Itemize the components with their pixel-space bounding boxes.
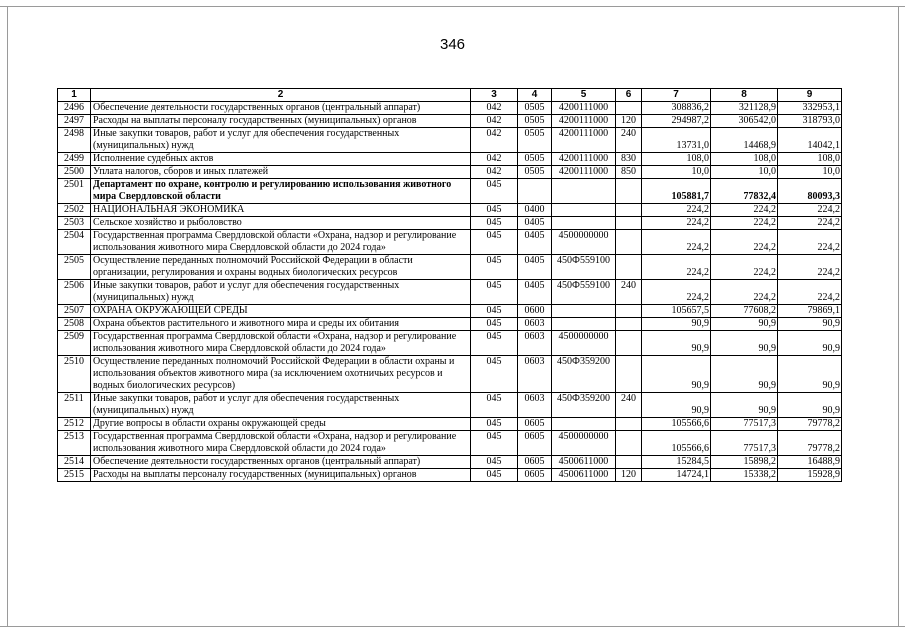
table-row <box>58 418 842 431</box>
table-row <box>58 456 842 469</box>
amount-col9: 10,0 <box>778 166 842 179</box>
code-expense-type <box>616 356 642 393</box>
code-article <box>552 204 616 217</box>
code-section: 0603 <box>518 393 552 418</box>
code-section: 0405 <box>518 280 552 305</box>
code-expense-type <box>616 331 642 356</box>
code-expense-type <box>616 431 642 456</box>
amount-col7: 14724,1 <box>642 469 711 482</box>
code-admin: 042 <box>471 166 518 179</box>
amount-col8: 10,0 <box>711 166 778 179</box>
code-admin: 045 <box>471 204 518 217</box>
amount-col8: 108,0 <box>711 153 778 166</box>
row-number: 2504 <box>58 230 91 255</box>
row-name: Другие вопросы в области охраны окружающей среды <box>91 418 471 431</box>
row-number: 2512 <box>58 418 91 431</box>
table-row <box>58 166 842 179</box>
code-article: 4200111000 <box>552 102 616 115</box>
row-name: Государственная программа Свердловской области «Охрана, надзор и регулирование использования животного мира Свердловской области до 2024 года» <box>91 230 471 255</box>
row-name: Обеспечение деятельности государственных органов (центральный аппарат) <box>91 456 471 469</box>
row-name: Государственная программа Свердловской области «Охрана, надзор и регулирование использования животного мира Свердловской области до 2024 года» <box>91 431 471 456</box>
table-row <box>58 305 842 318</box>
row-number: 2505 <box>58 255 91 280</box>
code-admin: 045 <box>471 431 518 456</box>
code-article: 450Ф559100 <box>552 280 616 305</box>
amount-col7: 224,2 <box>642 280 711 305</box>
table-row <box>58 431 842 456</box>
code-article: 4500611000 <box>552 456 616 469</box>
code-section: 0505 <box>518 102 552 115</box>
amount-col8: 15338,2 <box>711 469 778 482</box>
scan-edge-right <box>898 6 899 627</box>
scan-edge-top <box>0 6 905 7</box>
code-expense-type: 240 <box>616 128 642 153</box>
code-expense-type: 240 <box>616 393 642 418</box>
code-expense-type <box>616 217 642 230</box>
amount-col7: 108,0 <box>642 153 711 166</box>
table-row <box>58 356 842 393</box>
row-name: Иные закупки товаров, работ и услуг для обеспечения государственных (муниципальных) нужд <box>91 393 471 418</box>
header-cell: 8 <box>711 89 778 102</box>
amount-col8: 14468,9 <box>711 128 778 153</box>
header-cell: 9 <box>778 89 842 102</box>
amount-col7: 105881,7 <box>642 179 711 204</box>
row-number: 2508 <box>58 318 91 331</box>
code-section <box>518 179 552 204</box>
amount-col7: 15284,5 <box>642 456 711 469</box>
code-expense-type <box>616 255 642 280</box>
amount-col9: 224,2 <box>778 255 842 280</box>
amount-col8: 90,9 <box>711 393 778 418</box>
code-admin: 045 <box>471 179 518 204</box>
amount-col8: 90,9 <box>711 318 778 331</box>
code-admin: 045 <box>471 331 518 356</box>
code-expense-type <box>616 305 642 318</box>
amount-col9: 79778,2 <box>778 431 842 456</box>
header-cell: 7 <box>642 89 711 102</box>
code-section: 0603 <box>518 356 552 393</box>
row-number: 2496 <box>58 102 91 115</box>
table-body <box>58 102 842 482</box>
code-admin: 042 <box>471 102 518 115</box>
code-article <box>552 179 616 204</box>
code-section: 0505 <box>518 153 552 166</box>
table-row <box>58 128 842 153</box>
code-expense-type <box>616 204 642 217</box>
table-row <box>58 204 842 217</box>
row-name: Государственная программа Свердловской области «Охрана, надзор и регулирование использования животного мира Свердловской области до 2024 года» <box>91 331 471 356</box>
code-section: 0505 <box>518 115 552 128</box>
page-number: 346 <box>439 36 466 53</box>
amount-col8: 90,9 <box>711 331 778 356</box>
row-name: Расходы на выплаты персоналу государственных (муниципальных) органов <box>91 115 471 128</box>
row-name: Охрана объектов растительного и животного мира и среды их обитания <box>91 318 471 331</box>
code-section: 0405 <box>518 255 552 280</box>
code-section: 0605 <box>518 418 552 431</box>
header-cell: 2 <box>91 89 471 102</box>
row-name: Иные закупки товаров, работ и услуг для обеспечения государственных (муниципальных) нужд <box>91 128 471 153</box>
amount-col9: 90,9 <box>778 318 842 331</box>
code-section: 0600 <box>518 305 552 318</box>
table-row <box>58 255 842 280</box>
amount-col8: 15898,2 <box>711 456 778 469</box>
amount-col8: 224,2 <box>711 255 778 280</box>
row-name: ОХРАНА ОКРУЖАЮЩЕЙ СРЕДЫ <box>91 305 471 318</box>
code-admin: 042 <box>471 115 518 128</box>
code-expense-type: 830 <box>616 153 642 166</box>
amount-col7: 105657,5 <box>642 305 711 318</box>
code-section: 0605 <box>518 431 552 456</box>
table-row <box>58 230 842 255</box>
amount-col7: 90,9 <box>642 356 711 393</box>
row-name: НАЦИОНАЛЬНАЯ ЭКОНОМИКА <box>91 204 471 217</box>
row-number: 2514 <box>58 456 91 469</box>
amount-col8: 224,2 <box>711 230 778 255</box>
code-expense-type: 240 <box>616 280 642 305</box>
table-row <box>58 217 842 230</box>
table-row <box>58 280 842 305</box>
amount-col8: 77517,3 <box>711 431 778 456</box>
row-number: 2501 <box>58 179 91 204</box>
code-article <box>552 305 616 318</box>
code-article: 4200111000 <box>552 153 616 166</box>
code-expense-type: 120 <box>616 469 642 482</box>
row-name: Иные закупки товаров, работ и услуг для обеспечения государственных (муниципальных) нужд <box>91 280 471 305</box>
amount-col8: 224,2 <box>711 280 778 305</box>
amount-col7: 294987,2 <box>642 115 711 128</box>
code-article: 4500000000 <box>552 431 616 456</box>
amount-col7: 90,9 <box>642 393 711 418</box>
row-number: 2507 <box>58 305 91 318</box>
row-number: 2506 <box>58 280 91 305</box>
code-admin: 045 <box>471 230 518 255</box>
amount-col8: 306542,0 <box>711 115 778 128</box>
code-expense-type <box>616 179 642 204</box>
header-cell: 1 <box>58 89 91 102</box>
code-article <box>552 418 616 431</box>
code-admin: 045 <box>471 456 518 469</box>
amount-col9: 79778,2 <box>778 418 842 431</box>
code-article: 4500000000 <box>552 230 616 255</box>
code-article <box>552 217 616 230</box>
amount-col8: 90,9 <box>711 356 778 393</box>
amount-col9: 332953,1 <box>778 102 842 115</box>
row-name: Осуществление переданных полномочий Российской Федерации в области охраны и использования объектов животного мира (за исключением охотничьих ресурсов и водных биологических ресурсов) <box>91 356 471 393</box>
code-section: 0405 <box>518 217 552 230</box>
amount-col7: 224,2 <box>642 255 711 280</box>
code-admin: 045 <box>471 217 518 230</box>
header-cell: 3 <box>471 89 518 102</box>
code-admin: 045 <box>471 318 518 331</box>
table-row <box>58 393 842 418</box>
code-admin: 045 <box>471 305 518 318</box>
amount-col8: 77517,3 <box>711 418 778 431</box>
amount-col7: 224,2 <box>642 230 711 255</box>
amount-col9: 224,2 <box>778 204 842 217</box>
code-admin: 045 <box>471 255 518 280</box>
code-article: 450Ф359200 <box>552 393 616 418</box>
code-admin: 045 <box>471 418 518 431</box>
code-article: 4200111000 <box>552 166 616 179</box>
row-name: Осуществление переданных полномочий Российской Федерации в области организации, регулирования и охраны водных биологических ресурсов <box>91 255 471 280</box>
header-cell: 5 <box>552 89 616 102</box>
code-section: 0505 <box>518 166 552 179</box>
amount-col9: 318793,0 <box>778 115 842 128</box>
code-expense-type <box>616 456 642 469</box>
amount-col8: 77608,2 <box>711 305 778 318</box>
code-expense-type: 120 <box>616 115 642 128</box>
amount-col8: 321128,9 <box>711 102 778 115</box>
code-article: 4200111000 <box>552 115 616 128</box>
amount-col9: 224,2 <box>778 230 842 255</box>
amount-col7: 90,9 <box>642 318 711 331</box>
code-article: 4500611000 <box>552 469 616 482</box>
code-section: 0505 <box>518 128 552 153</box>
row-number: 2497 <box>58 115 91 128</box>
code-section: 0605 <box>518 469 552 482</box>
row-number: 2503 <box>58 217 91 230</box>
code-section: 0603 <box>518 331 552 356</box>
amount-col9: 79869,1 <box>778 305 842 318</box>
code-admin: 045 <box>471 469 518 482</box>
amount-col8: 77832,4 <box>711 179 778 204</box>
amount-col7: 105566,6 <box>642 418 711 431</box>
code-section: 0603 <box>518 318 552 331</box>
code-section: 0400 <box>518 204 552 217</box>
row-number: 2511 <box>58 393 91 418</box>
row-number: 2499 <box>58 153 91 166</box>
scan-edge-left <box>7 6 8 627</box>
row-number: 2498 <box>58 128 91 153</box>
amount-col9: 90,9 <box>778 393 842 418</box>
amount-col9: 80093,3 <box>778 179 842 204</box>
row-number: 2510 <box>58 356 91 393</box>
amount-col9: 224,2 <box>778 217 842 230</box>
row-name: Уплата налогов, сборов и иных платежей <box>91 166 471 179</box>
table-row <box>58 469 842 482</box>
header-cell: 6 <box>616 89 642 102</box>
amount-col9: 108,0 <box>778 153 842 166</box>
header-cell: 4 <box>518 89 552 102</box>
code-expense-type <box>616 102 642 115</box>
row-name: Департамент по охране, контролю и регулированию использования животного мира Свердловской области <box>91 179 471 204</box>
amount-col7: 105566,6 <box>642 431 711 456</box>
code-article: 450Ф359200 <box>552 356 616 393</box>
row-name: Обеспечение деятельности государственных органов (центральный аппарат) <box>91 102 471 115</box>
table-row <box>58 331 842 356</box>
table-row <box>58 153 842 166</box>
code-section: 0405 <box>518 230 552 255</box>
table-row <box>58 318 842 331</box>
amount-col7: 90,9 <box>642 331 711 356</box>
amount-col9: 14042,1 <box>778 128 842 153</box>
amount-col9: 90,9 <box>778 356 842 393</box>
code-article: 4500000000 <box>552 331 616 356</box>
row-number: 2509 <box>58 331 91 356</box>
code-admin: 045 <box>471 356 518 393</box>
row-name: Сельское хозяйство и рыболовство <box>91 217 471 230</box>
amount-col9: 15928,9 <box>778 469 842 482</box>
amount-col7: 10,0 <box>642 166 711 179</box>
code-admin: 045 <box>471 280 518 305</box>
code-expense-type: 850 <box>616 166 642 179</box>
code-admin: 045 <box>471 393 518 418</box>
row-number: 2502 <box>58 204 91 217</box>
scan-edge-bottom <box>0 626 905 627</box>
amount-col7: 308836,2 <box>642 102 711 115</box>
table-row <box>58 179 842 204</box>
amount-col7: 224,2 <box>642 217 711 230</box>
code-expense-type <box>616 418 642 431</box>
row-name: Расходы на выплаты персоналу государственных (муниципальных) органов <box>91 469 471 482</box>
code-admin: 042 <box>471 128 518 153</box>
code-admin: 042 <box>471 153 518 166</box>
code-article: 4200111000 <box>552 128 616 153</box>
amount-col8: 224,2 <box>711 217 778 230</box>
amount-col9: 90,9 <box>778 331 842 356</box>
row-number: 2500 <box>58 166 91 179</box>
code-article <box>552 318 616 331</box>
table-row <box>58 115 842 128</box>
row-name: Исполнение судебных актов <box>91 153 471 166</box>
table-row <box>58 102 842 115</box>
amount-col9: 224,2 <box>778 280 842 305</box>
table-header-row <box>58 89 842 102</box>
row-number: 2513 <box>58 431 91 456</box>
code-section: 0605 <box>518 456 552 469</box>
amount-col8: 224,2 <box>711 204 778 217</box>
row-number: 2515 <box>58 469 91 482</box>
code-article: 450Ф559100 <box>552 255 616 280</box>
code-expense-type <box>616 230 642 255</box>
amount-col7: 224,2 <box>642 204 711 217</box>
amount-col9: 16488,9 <box>778 456 842 469</box>
amount-col7: 13731,0 <box>642 128 711 153</box>
code-expense-type <box>616 318 642 331</box>
budget-table <box>57 88 842 482</box>
